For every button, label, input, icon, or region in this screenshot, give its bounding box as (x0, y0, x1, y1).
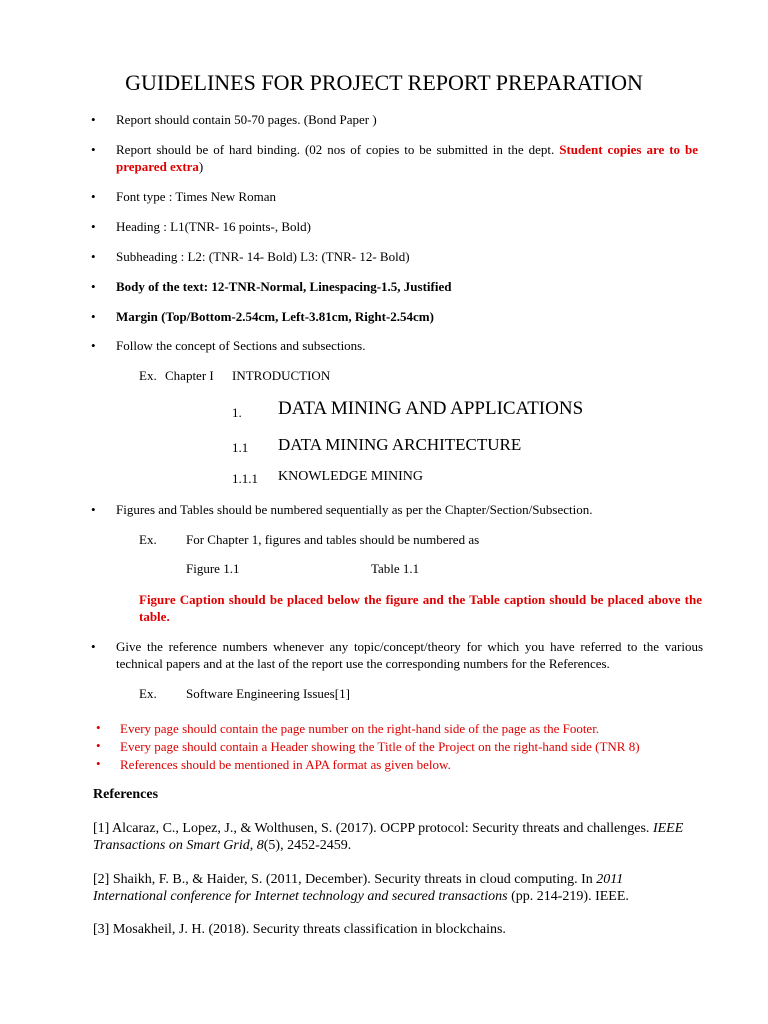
reference-1-sep: , (249, 838, 257, 853)
reference-1-volume: 8 (256, 838, 264, 853)
bullet-dot: • (96, 738, 101, 753)
level1-heading: DATA MINING AND APPLICATIONS (278, 398, 584, 419)
bullet-dot: • (91, 502, 96, 517)
red-bullet-apa: References should be mentioned in APA format as given below. (120, 757, 451, 772)
red-bullet-footer: Every page should contain the page number on the right-hand side of the page as the Footer. (120, 721, 600, 736)
bullet-dot: • (96, 756, 101, 771)
bullet-page-count: Report should contain 50-70 pages. (Bond Paper ) (116, 112, 377, 127)
bullet-dot: • (96, 720, 101, 735)
reference-2-conference: 2011 International conference for Internet technology and secured transactions (93, 872, 624, 904)
example-introduction: INTRODUCTION (232, 368, 331, 383)
caption-placement-note: Figure Caption should be placed below the figure and the Table caption should be placed above the table. (139, 592, 702, 624)
level1-number: 1. (232, 405, 242, 420)
example-label: Ex. (139, 532, 157, 547)
example-chapter: Chapter I (165, 368, 214, 383)
example-label: Ex. (139, 368, 157, 383)
binding-close: ) (198, 159, 204, 174)
references-heading: References (93, 787, 159, 802)
level3-number: 1.1.1 (232, 471, 258, 486)
reference-2-authors: [2] Shaikh, F. B., & Haider, S. (2011, December). Security threats in cloud computing. In (93, 872, 597, 887)
bullet-dot: • (91, 249, 96, 264)
bullet-dot: • (91, 279, 96, 294)
reference-1-journal: IEEE Transactions on Smart Grid (93, 821, 684, 853)
page-title: GUIDELINES FOR PROJECT REPORT PREPARATION (125, 70, 643, 95)
bullet-dot: • (91, 112, 96, 127)
bullet-heading: Heading : L1(TNR- 16 points-, Bold) (116, 219, 311, 234)
reference-2 (93, 871, 693, 905)
bullet-dot: • (91, 142, 96, 157)
bullet-figures-tables: Figures and Tables should be numbered sequentially as per the Chapter/Section/Subsection. (116, 502, 593, 517)
example-figures-text: For Chapter 1, figures and tables should be numbered as (186, 532, 480, 547)
bullet-dot: • (91, 189, 96, 204)
example-ref-text: Software Engineering Issues[1] (186, 686, 350, 701)
bullet-subheading: Subheading : L2: (TNR- 14- Bold) L3: (TNR- 12- Bold) (116, 249, 410, 264)
level2-heading: DATA MINING ARCHITECTURE (278, 435, 522, 454)
bullet-dot: • (91, 639, 96, 654)
reference-1-authors: [1] Alcaraz, C., Lopez, J., & Wolthusen, S. (2017). OCPP protocol: Security threats and challenges. (93, 821, 653, 836)
bullet-margin: Margin (Top/Bottom-2.54cm, Left-3.81cm, Right-2.54cm) (116, 309, 434, 324)
bullet-font-type: Font type : Times New Roman (116, 189, 276, 204)
example-label: Ex. (139, 686, 157, 701)
bullet-dot: • (91, 338, 96, 353)
level3-heading: KNOWLEDGE MINING (278, 469, 424, 484)
example-figure-number: Figure 1.1 (186, 561, 240, 576)
bullet-body-text: Body of the text: 12-TNR-Normal, Linespacing-1.5, Justified (116, 279, 452, 294)
example-table-number: Table 1.1 (371, 561, 420, 576)
reference-1 (93, 820, 693, 854)
red-bullet-header: Every page should contain a Header showing the Title of the Project on the right-hand side (TNR 8) (120, 739, 640, 754)
bullet-reference-numbers: Give the reference numbers whenever any topic/concept/theory for which you have referred to the various technical papers and at the last of the report use the corresponding numbers for the References. (116, 639, 703, 671)
reference-2-pages: (pp. 214-219). IEEE. (507, 889, 629, 904)
reference-1-pages: (5), 2452-2459. (263, 838, 352, 853)
level2-number: 1.1 (232, 440, 249, 455)
binding-text: Report should be of hard binding. (02 nos of copies to be submitted in the dept. (116, 142, 560, 157)
bullet-sections: Follow the concept of Sections and subsections. (116, 338, 366, 353)
bullet-dot: • (91, 309, 96, 324)
student-copies-note: Student copies are to be prepared extra (116, 142, 698, 174)
bullet-binding (116, 141, 698, 175)
reference-3: [3] Mosakheil, J. H. (2018). Security threats classification in blockchains. (93, 922, 506, 937)
bullet-dot: • (91, 219, 96, 234)
